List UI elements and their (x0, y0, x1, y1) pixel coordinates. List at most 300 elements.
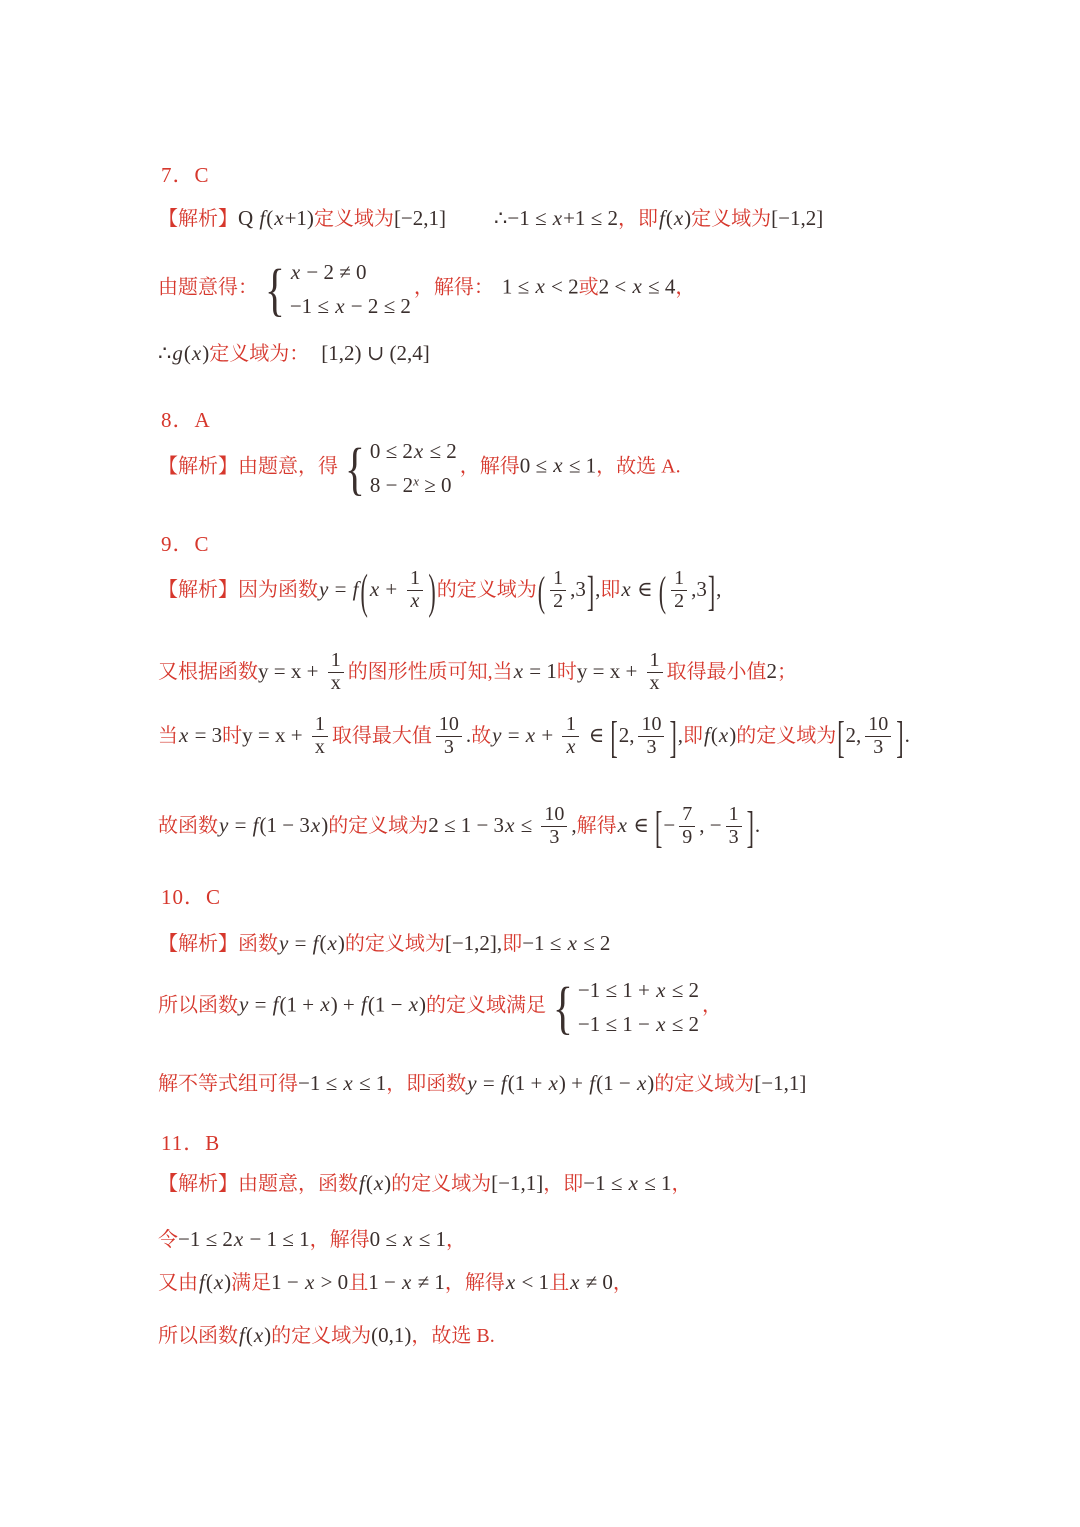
math-run: 3 (646, 735, 657, 758)
cases-row (290, 259, 411, 286)
stretch-bracket: [ (610, 712, 618, 763)
chinese-text-run: 的定义域为 (391, 1173, 492, 1195)
stretch-bracket: ] (896, 712, 904, 763)
math-variable-run: y (239, 992, 249, 1017)
fraction-numerator (647, 650, 663, 672)
math-run: ≤ 2 (666, 978, 699, 1002)
math-variable-run: x (552, 206, 563, 230)
math-run: ∈ (631, 576, 658, 601)
math-run: < 1 (516, 1270, 550, 1294)
math-run: −1 ≤ (583, 1171, 628, 1195)
math-variable-run: x (253, 1323, 264, 1347)
math-run: [1,2) ∪ (2,4] (321, 341, 430, 365)
chinese-text-run: 的定义域为 (271, 1325, 372, 1347)
chinese-text-run: 时 (222, 724, 243, 747)
math-variable-run: x (656, 1012, 666, 1037)
math-variable-run: x (636, 1071, 647, 1095)
cases-row (578, 977, 699, 1004)
math-run: 1 (649, 649, 660, 671)
chinese-text-run: ， (612, 1272, 633, 1294)
fraction-numerator (312, 714, 328, 736)
chinese-text-run: 时 (556, 660, 577, 683)
math-variable-run: x (632, 274, 642, 299)
math-run: 2 ≤ 1 − 3 (428, 812, 505, 837)
fraction-numerator (865, 714, 891, 736)
chinese-text-run: ，即函数 (386, 1073, 467, 1095)
math-variable-run: x (553, 453, 563, 478)
math-variable-run: x (233, 1227, 244, 1251)
stretch-bracket: ) (428, 563, 436, 619)
fraction-denominator (407, 590, 424, 613)
math-run: = 3 (189, 722, 223, 747)
chinese-text-run: 且 (348, 1272, 369, 1294)
math-run: −1 ≤ (289, 294, 335, 319)
math-run: , (677, 722, 684, 747)
stretch-bracket: ( (537, 567, 546, 615)
math-run: ( (665, 206, 673, 230)
math-variable-run: x (413, 439, 424, 463)
math-variable-run: g (172, 341, 183, 365)
math-run: ( (266, 206, 274, 230)
math-run: ) (337, 931, 345, 955)
math-variable-run: x (402, 1270, 412, 1294)
chinese-text-run: 【解析】因为函数 (158, 578, 318, 601)
chinese-text-run: 满足 (231, 1272, 272, 1294)
stretch-bracket: ] (746, 802, 754, 853)
math-run: , (595, 576, 601, 601)
fraction-numerator (407, 568, 424, 590)
math-run: 2, (845, 722, 862, 747)
fraction-numerator (541, 804, 567, 826)
chinese-text-run: 解不等式组可得 (158, 1073, 298, 1095)
chinese-text-run: ，即 (543, 1173, 584, 1195)
math-variable-run: x (535, 274, 545, 299)
math-run: y = x + (258, 658, 324, 683)
math-run: ) (684, 206, 692, 230)
math-variable-run: f (239, 1323, 245, 1347)
answer-label-7: 7．C (161, 163, 210, 187)
cases-row (370, 438, 457, 465)
math-variable-run: f (500, 1071, 507, 1095)
solution-line (158, 1226, 466, 1253)
math-run: 10 (641, 713, 662, 735)
chinese-text-run: 解得 (576, 814, 617, 837)
math-run: [−2,1] (393, 206, 447, 230)
math-run: = 1 (524, 658, 557, 683)
math-run: 1 − (368, 1270, 402, 1294)
math-variable-run: x (621, 576, 631, 601)
math-run: ≤ (515, 812, 538, 837)
solution-line (158, 712, 910, 763)
math-run: 0 ≤ (519, 453, 553, 478)
answer-label-8: 8．A (161, 408, 211, 432)
solution-line (158, 340, 430, 367)
math-run: 3 (549, 825, 560, 848)
math-run: . (904, 722, 910, 747)
fraction (541, 804, 567, 848)
fraction-denominator (562, 736, 579, 759)
math-run: ≤ 2 (424, 439, 457, 463)
solution-line (158, 1269, 633, 1296)
chinese-text-run: 令 (158, 1229, 178, 1251)
math-run: , − (699, 812, 722, 837)
math-variable-run: x (656, 978, 666, 1002)
math-run: + (536, 722, 559, 747)
math-run: 9 (682, 825, 693, 848)
math-variable-run: f (312, 931, 319, 955)
fraction (638, 714, 664, 758)
math-run: ) (321, 812, 329, 837)
chinese-text-run: 又由 (158, 1272, 198, 1294)
chinese-text-run: 所以函数 (158, 1325, 238, 1347)
chinese-text-run: 【解析】由题意，函数 (158, 1173, 358, 1195)
math-run: = (289, 931, 312, 955)
fraction-denominator (436, 736, 462, 759)
fraction (562, 714, 579, 758)
math-run: − 1 ≤ 1 (244, 1227, 310, 1251)
fraction-numerator (679, 804, 695, 826)
math-run: 7 (682, 803, 693, 825)
math-variable-run: x (274, 206, 284, 230)
math-run: y = x + (576, 658, 643, 683)
cases-row (370, 472, 457, 499)
fraction-numerator (436, 714, 462, 736)
chinese-text-run: 取得最大值 (331, 724, 432, 747)
fraction-numerator (638, 714, 664, 736)
math-run: x (330, 671, 341, 694)
chinese-text-run: 取得最小值 (666, 660, 767, 683)
math-run: (1 + (507, 1071, 548, 1095)
math-variable-run: x (305, 1270, 315, 1294)
math-run: ) (419, 992, 427, 1017)
fraction (328, 650, 344, 694)
chinese-text-run: ，解得 (309, 1229, 370, 1251)
chinese-text-run: 的定义域为 (436, 578, 537, 601)
math-variable-run: x (179, 722, 189, 747)
left-brace-glyph: { (552, 974, 573, 1040)
fraction-denominator (550, 590, 566, 613)
math-variable-run: x (673, 206, 684, 230)
cases-group (341, 435, 457, 501)
math-run: ( (365, 1171, 373, 1195)
math-variable-run: f (199, 1270, 205, 1294)
math-run: ) (202, 341, 210, 365)
fraction-denominator (671, 590, 687, 613)
math-variable-run: x (320, 992, 330, 1017)
math-variable-run: x (408, 992, 419, 1017)
math-run: ≤ 2 (666, 1012, 699, 1037)
cases-rows (290, 259, 411, 321)
math-variable-run: f (589, 1071, 596, 1095)
math-variable-run: f (352, 576, 359, 601)
math-variable-run: f (272, 992, 279, 1017)
chinese-text-run: 且 (549, 1272, 570, 1294)
math-run: 1 ≤ (501, 274, 535, 299)
chinese-text-run: 的定义域为 (328, 814, 429, 837)
math-variable-run: x (718, 722, 729, 747)
solution-line (158, 1322, 495, 1349)
math-run: ) (729, 722, 737, 747)
math-run: [−1,2], (444, 931, 503, 955)
math-run: −1 ≤ 1 − (577, 1012, 656, 1037)
math-run: 2 (674, 589, 685, 612)
chinese-text-run: 又根据函数 (158, 660, 258, 683)
chinese-text-run: 定义域为： (209, 343, 310, 365)
chinese-text-run: ； (777, 660, 798, 683)
math-run: ∴−1 ≤ (494, 206, 552, 230)
solution-line (158, 435, 681, 501)
math-variable-run: f (259, 206, 266, 230)
answer-label-9: 9．C (161, 532, 210, 556)
math-run: [−1,2] (771, 206, 824, 230)
math-run: 2 < (598, 274, 632, 299)
math-run: +1 ≤ 2 (563, 206, 618, 230)
math-run: . (465, 722, 472, 747)
chinese-text-run: ，故选 A. (596, 455, 681, 478)
fraction (407, 568, 424, 612)
fraction (647, 650, 663, 694)
math-run: 1 (674, 567, 685, 589)
math-run: 10 (544, 803, 565, 825)
math-run: ) (384, 1171, 392, 1195)
solution-line (158, 974, 722, 1040)
math-run: = (329, 576, 352, 601)
chinese-text-run: 即 (683, 724, 704, 747)
math-variable-run: x (403, 1227, 413, 1251)
math-variable-run: x (567, 931, 577, 955)
chinese-text-run: 由题意得： (158, 276, 258, 299)
math-run: 2 (766, 658, 778, 683)
fraction-numerator (671, 568, 687, 590)
stretch-bracket: ] (586, 567, 595, 615)
chinese-text-run: 即 (502, 933, 523, 955)
math-variable-run: y (319, 576, 329, 601)
math-variable-run: x (343, 1071, 353, 1095)
math-run: ( (205, 1270, 213, 1294)
fraction-numerator (562, 714, 579, 736)
math-run: 1 (553, 567, 564, 589)
math-run: = (502, 722, 525, 747)
stretch-bracket: ( (360, 563, 368, 619)
stretch-bracket: ] (707, 567, 716, 615)
fraction (436, 714, 462, 758)
math-variable-run: x (628, 1171, 638, 1195)
chinese-text-run: ，即 (617, 208, 658, 230)
math-variable-run: x (570, 1270, 580, 1294)
math-run: ,3 (570, 576, 586, 601)
chinese-text-run: 【解析】由题意，得 (158, 455, 338, 478)
math-variable-run: x (373, 1171, 384, 1195)
left-brace-glyph: { (264, 256, 285, 322)
chinese-text-run: 当 (158, 724, 178, 747)
fraction-denominator (328, 672, 344, 695)
math-run: [−1,1] (491, 1171, 544, 1195)
math-run: 0 ≤ 2 (369, 439, 413, 463)
math-run: +1) (284, 206, 314, 230)
math-run: ) (647, 1071, 655, 1095)
math-run: ≤ 1 (638, 1171, 672, 1195)
math-run: > 0 (315, 1270, 349, 1294)
math-run: ≤ 2 (577, 931, 611, 955)
math-variable-run: x (525, 722, 536, 747)
left-brace-glyph: { (344, 435, 365, 501)
math-variable-run: y (467, 1071, 477, 1095)
math-run: < 2 (545, 274, 579, 299)
math-run: 2 (553, 589, 564, 612)
math-run: 1 − (271, 1270, 305, 1294)
chinese-text-run: 即 (600, 578, 621, 601)
solution-line (158, 802, 761, 853)
math-run: −1 ≤ (298, 1071, 343, 1095)
math-run: y = x + (242, 722, 308, 747)
math-run: x (314, 735, 325, 758)
chinese-text-run: 故 (471, 724, 492, 747)
chinese-text-run: ， (675, 276, 696, 299)
stretch-bracket: [ (655, 802, 663, 853)
math-run: ∴ (158, 341, 172, 365)
chinese-text-run: ，解得： (413, 276, 494, 299)
math-run: = (249, 992, 272, 1017)
math-run: −1 ≤ (522, 931, 567, 955)
fraction (671, 568, 687, 612)
fraction-denominator (638, 736, 664, 759)
math-run: (1 − (367, 992, 408, 1017)
math-run: ) + (330, 992, 361, 1017)
math-variable-run: x (505, 1270, 516, 1294)
math-variable-run: x (410, 589, 420, 612)
math-variable-run: x (369, 576, 380, 601)
fraction-denominator (312, 736, 328, 759)
chinese-text-run: 的定义域为 (654, 1073, 755, 1095)
math-run: 1 (565, 713, 576, 735)
math-run: 3 (728, 825, 739, 848)
math-variable-run: f (704, 722, 710, 747)
math-variable-run: y (492, 722, 502, 747)
solution-line (158, 256, 696, 322)
math-variable-run: y (279, 931, 289, 955)
chinese-text-run: ， (701, 994, 722, 1017)
math-variable-run: f (361, 992, 367, 1017)
stretch-bracket: [ (837, 712, 845, 763)
answer-label-11: 11．B (161, 1131, 221, 1155)
fraction-denominator (647, 672, 663, 695)
math-run: ( (245, 1323, 253, 1347)
math-variable-run: x (327, 931, 337, 955)
fraction (679, 804, 695, 848)
math-run: 2, (618, 722, 635, 747)
math-run: ≠ 1 (412, 1270, 445, 1294)
cases-group (261, 256, 411, 322)
math-variable-run: y (219, 812, 229, 837)
math-run: [−1,1] (754, 1071, 807, 1095)
math-variable-run: x (335, 294, 345, 319)
cases-group (549, 974, 699, 1040)
chinese-text-run: 【解析】 (158, 208, 238, 230)
math-run: ≤ 1 (353, 1071, 387, 1095)
math-variable-run: f (359, 1171, 365, 1195)
fraction (312, 714, 328, 758)
fraction (865, 714, 891, 758)
math-run: , (716, 576, 722, 601)
math-run: (1 − (596, 1071, 636, 1095)
stretch-bracket: ] (669, 712, 677, 763)
math-run: (1 + (279, 992, 320, 1017)
cases-row (290, 293, 411, 320)
math-run: ( (319, 931, 327, 955)
math-run: − (663, 812, 676, 837)
chinese-text-run: ，故选 B. (411, 1325, 495, 1347)
math-variable-run: x (548, 1071, 558, 1095)
math-run: ) (224, 1270, 232, 1294)
cases-rows (578, 977, 699, 1039)
math-run: 1 (314, 713, 325, 735)
fraction-denominator (726, 826, 742, 849)
math-variable-run: f (658, 206, 665, 230)
chinese-text-run: 定义域为 (313, 208, 394, 230)
math-run: = (477, 1071, 500, 1095)
math-run: 3 (443, 735, 454, 758)
fraction-denominator (679, 826, 695, 849)
math-run: −1 ≤ 2 (178, 1227, 233, 1251)
fraction (726, 804, 742, 848)
solution-line (158, 649, 798, 696)
solution-line (158, 1170, 692, 1197)
cases-rows (370, 438, 457, 500)
math-run: , (571, 812, 577, 837)
math-variable-run: x (505, 812, 515, 837)
fraction (550, 568, 566, 612)
math-run: 10 (868, 713, 889, 735)
fraction-numerator (550, 568, 566, 590)
solution-line (158, 1070, 806, 1097)
math-run: = (229, 812, 252, 837)
math-run: −1 ≤ 1 + (577, 978, 656, 1002)
math-run: ∈ (628, 812, 655, 837)
math-run: − 2 ≠ 0 (301, 260, 367, 284)
chinese-text-run: 所以函数 (158, 994, 238, 1017)
math-run: x (649, 671, 660, 694)
solution-line (158, 205, 823, 232)
math-run: ) (264, 1323, 272, 1347)
chinese-text-run: ， (671, 1173, 692, 1195)
math-run: 10 (438, 713, 459, 735)
math-run: ≤ 1 (413, 1227, 446, 1251)
math-run: (0,1) (371, 1323, 412, 1347)
math-run: 1 (330, 649, 341, 671)
math-run: 0 ≤ (369, 1227, 403, 1251)
math-run: ( (183, 341, 191, 365)
math-run: Q (238, 206, 259, 230)
math-run: 1 (728, 803, 739, 825)
math-run: ( (710, 722, 718, 747)
math-run: − 2 ≤ 2 (345, 294, 411, 319)
chinese-text-run: 【解析】函数 (158, 933, 278, 955)
solution-line (158, 930, 610, 957)
stretch-bracket: ( (658, 567, 667, 615)
chinese-text-run: 定义域为 (691, 208, 772, 230)
superscript-variable: x (413, 473, 419, 489)
chinese-text-run: ，解得 (444, 1272, 505, 1294)
fraction-numerator (328, 650, 344, 672)
fraction-numerator (726, 804, 742, 826)
math-run: ) + (558, 1071, 589, 1095)
chinese-text-run: 的定义域为 (736, 724, 837, 747)
math-variable-run: x (290, 260, 301, 284)
fraction-denominator (865, 736, 891, 759)
solution-line (158, 563, 722, 619)
chinese-text-run: 故函数 (158, 814, 218, 837)
math-run: . (754, 812, 761, 837)
